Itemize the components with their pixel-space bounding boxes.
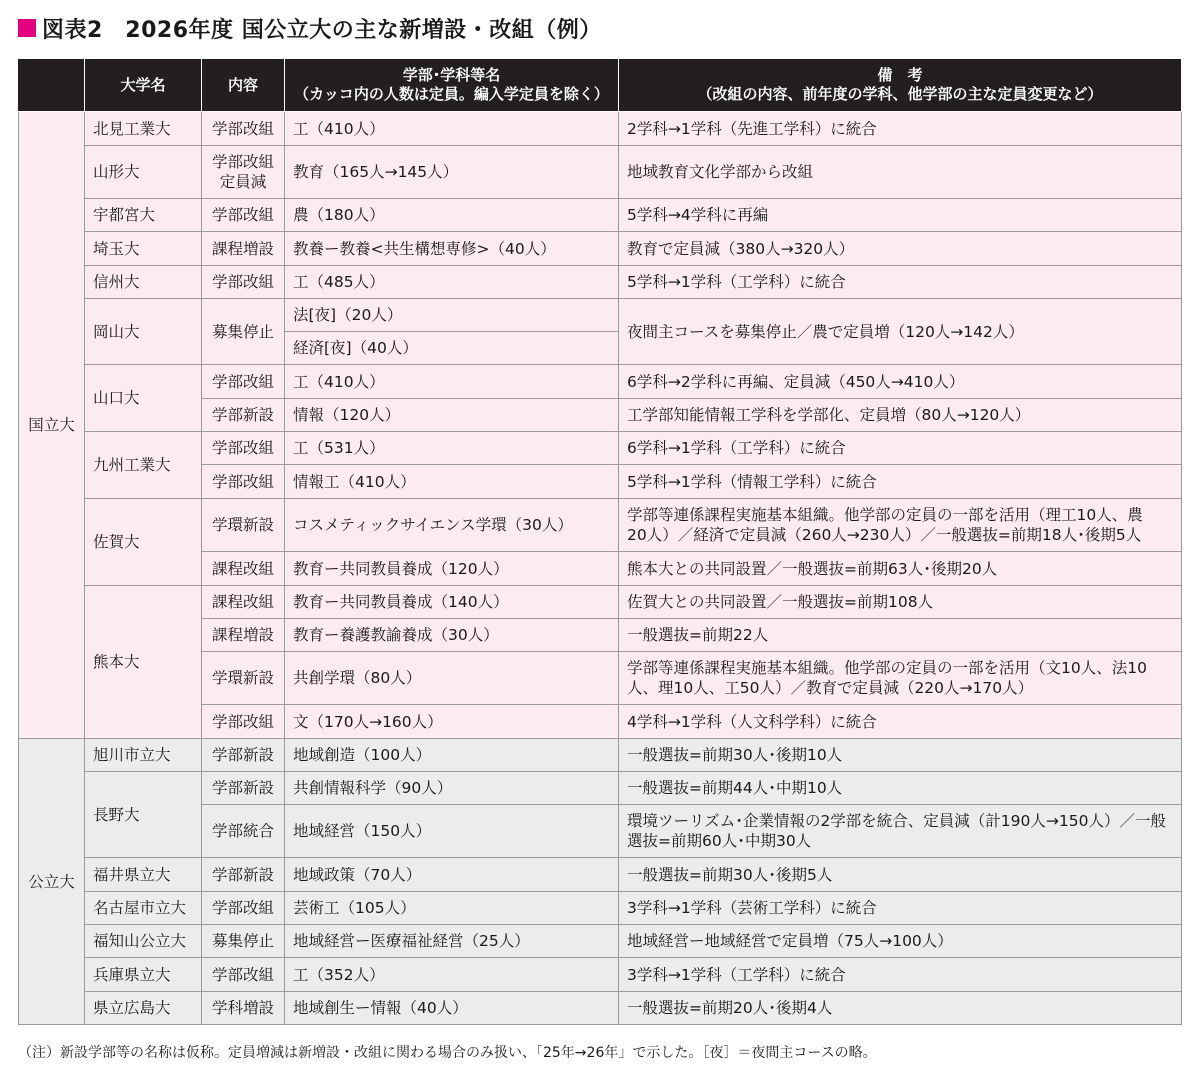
- content-type: [202, 146, 285, 199]
- remarks: 3学科→1学科（芸術工学科）に統合: [619, 892, 1182, 925]
- university-name: 信州大: [85, 266, 202, 299]
- dept-name: 教育ー共同教員養成（120人）: [285, 552, 619, 586]
- content-type: 学部改組: [202, 958, 285, 992]
- university-name: 県立広島大: [85, 992, 202, 1025]
- dept-name: 工（485人）: [285, 266, 619, 299]
- header-remarks-line2: （改組の内容、前年度の学科、他学部の主な定員変更など）: [697, 85, 1103, 103]
- remarks: 4学科→1学科（人文科学科）に統合: [619, 705, 1182, 739]
- table-header: [19, 59, 1182, 112]
- remarks: 5学科→4学科に再編: [619, 199, 1182, 232]
- remarks: 2学科→1学科（先進工学科）に統合: [619, 112, 1182, 146]
- remarks: 教育で定員減（380人→320人）: [619, 232, 1182, 266]
- table-row: [19, 199, 1182, 232]
- header-dept: [285, 59, 619, 112]
- table-row: [19, 586, 1182, 619]
- dept-name: コスメティックサイエンス学環（30人）: [285, 499, 619, 552]
- remarks: 6学科→2学科に再編、定員減（450人→410人）: [619, 365, 1182, 399]
- content-type: 課程増設: [202, 232, 285, 266]
- university-name: 旭川市立大: [85, 739, 202, 772]
- university-name: 佐賀大: [85, 499, 202, 586]
- dept-name: 地域創生ー情報（40人）: [285, 992, 619, 1025]
- public-section: [19, 739, 1182, 1025]
- dept-name: 教育ー養護教諭養成（30人）: [285, 619, 619, 652]
- table-row: [19, 772, 1182, 805]
- university-name: 宇都宮大: [85, 199, 202, 232]
- dept-name: 地域経営ー医療福祉経営（25人）: [285, 925, 619, 958]
- university-name: 福知山公立大: [85, 925, 202, 958]
- university-name: 長野大: [85, 772, 202, 858]
- content-type: 学部改組: [202, 112, 285, 146]
- content-type: 課程増設: [202, 619, 285, 652]
- table-row: [19, 858, 1182, 892]
- header-dept-line2: （カッコ内の人数は定員。編入学定員を除く）: [294, 85, 609, 103]
- header-dept-line1: 学部･学科等名: [402, 66, 501, 84]
- footnote: （注）新設学部等の名称は仮称。定員増減は新増設・改組に関わる場合のみ扱い、「25年→26年」で示した。［夜］＝夜間主コースの略。: [18, 1045, 877, 1061]
- university-name: 熊本大: [85, 586, 202, 739]
- group-public: 公立大: [19, 739, 85, 1025]
- table-row: [19, 146, 1182, 199]
- dept-name: 教育（165人→145人）: [285, 146, 619, 199]
- university-name: 岡山大: [85, 299, 202, 365]
- content-type: 学部改組: [202, 465, 285, 499]
- remarks: 熊本大との共同設置／一般選抜=前期63人･後期20人: [619, 552, 1182, 586]
- remarks: 3学科→1学科（工学科）に統合: [619, 958, 1182, 992]
- remarks: [619, 805, 1182, 858]
- university-name: 兵庫県立大: [85, 958, 202, 992]
- dept-name: 教育ー共同教員養成（140人）: [285, 586, 619, 619]
- remarks: 一般選抜=前期30人･後期10人: [619, 739, 1182, 772]
- university-name: 名古屋市立大: [85, 892, 202, 925]
- dept-name: 共創学環（80人）: [285, 652, 619, 705]
- table-row: [19, 925, 1182, 958]
- university-name: 埼玉大: [85, 232, 202, 266]
- content-type: 学部改組: [202, 892, 285, 925]
- content-type: 学部新設: [202, 739, 285, 772]
- national-section: [19, 112, 1182, 739]
- table-row: [19, 232, 1182, 266]
- header-university: 大学名: [85, 59, 202, 112]
- remarks-line1: 環境ツーリズム･企業情報の2学部を統合、定員減（計190人→150人）／一般: [627, 812, 1166, 830]
- table-row: [19, 499, 1182, 552]
- content-type: 学環新設: [202, 652, 285, 705]
- dept-name: 地域創造（100人）: [285, 739, 619, 772]
- content-type: 学科増設: [202, 992, 285, 1025]
- content-type: 課程改組: [202, 552, 285, 586]
- title-marker: [18, 19, 36, 37]
- content-type: 学部改組: [202, 705, 285, 739]
- remarks: 5学科→1学科（情報工学科）に統合: [619, 465, 1182, 499]
- university-name: 福井県立大: [85, 858, 202, 892]
- header-blank: [19, 59, 85, 112]
- content-type: 学部改組: [202, 266, 285, 299]
- header-content: 内容: [202, 59, 285, 112]
- table-row: [19, 739, 1182, 772]
- content-type: 学部改組: [202, 199, 285, 232]
- dept-name: 農（180人）: [285, 199, 619, 232]
- remarks: 一般選抜=前期22人: [619, 619, 1182, 652]
- content-type: 募集停止: [202, 299, 285, 365]
- university-name: 山口大: [85, 365, 202, 432]
- dept-name: 工（410人）: [285, 112, 619, 146]
- remarks: [619, 499, 1182, 552]
- remarks: 一般選抜=前期44人･中期10人: [619, 772, 1182, 805]
- remarks: [619, 652, 1182, 705]
- dept-name: 経済[夜]（40人）: [285, 332, 619, 365]
- dept-name: 法[夜]（20人）: [285, 299, 619, 332]
- dept-name: 工（531人）: [285, 432, 619, 465]
- remarks: 一般選抜=前期30人･後期5人: [619, 858, 1182, 892]
- content-type-line2: 定員減: [219, 173, 267, 191]
- table-row: [19, 365, 1182, 399]
- content-type: 学環新設: [202, 499, 285, 552]
- table-row: [19, 992, 1182, 1025]
- figure-title: [18, 12, 602, 44]
- content-type: 募集停止: [202, 925, 285, 958]
- content-type: 課程改組: [202, 586, 285, 619]
- dept-name: 共創情報科学（90人）: [285, 772, 619, 805]
- university-name: 北見工業大: [85, 112, 202, 146]
- universities-table: [18, 58, 1182, 1025]
- remarks: 一般選抜=前期20人･後期4人: [619, 992, 1182, 1025]
- remarks: 地域経営ー地域経営で定員増（75人→100人）: [619, 925, 1182, 958]
- content-type: 学部新設: [202, 399, 285, 432]
- remarks-line1: 学部等連係課程実施基本組織。他学部の定員の一部を活用（文10人、法10: [627, 659, 1147, 677]
- table-row: [19, 266, 1182, 299]
- table-row: [19, 112, 1182, 146]
- dept-name: 文（170人→160人）: [285, 705, 619, 739]
- content-type: 学部改組: [202, 432, 285, 465]
- table-row: [19, 299, 1182, 332]
- dept-name: 工（352人）: [285, 958, 619, 992]
- header-remarks: [619, 59, 1182, 112]
- figure-title-text: 図表2 2026年度 国公立大の主な新増設・改組（例）: [42, 17, 602, 43]
- university-name: 山形大: [85, 146, 202, 199]
- dept-name: 情報工（410人）: [285, 465, 619, 499]
- remarks: 5学科→1学科（工学科）に統合: [619, 266, 1182, 299]
- content-type-line1: 学部改組: [211, 153, 274, 171]
- dept-name: 工（410人）: [285, 365, 619, 399]
- dept-name: 地域政策（70人）: [285, 858, 619, 892]
- table-row: [19, 432, 1182, 465]
- remarks: 工学部知能情報工学科を学部化、定員増（80人→120人）: [619, 399, 1182, 432]
- header-remarks-line1: 備 考: [877, 66, 923, 84]
- content-type: 学部統合: [202, 805, 285, 858]
- university-name: 九州工業大: [85, 432, 202, 499]
- remarks: 夜間主コースを募集停止／農で定員増（120人→142人）: [619, 299, 1182, 365]
- dept-name: 芸術工（105人）: [285, 892, 619, 925]
- content-type: 学部新設: [202, 858, 285, 892]
- remarks-line2: 20人）／経済で定員減（260人→230人）／一般選抜=前期18人･後期5人: [627, 526, 1142, 544]
- content-type: 学部新設: [202, 772, 285, 805]
- group-national: 国立大: [19, 112, 85, 739]
- remarks-line2: 選抜=前期60人･中期30人: [627, 832, 812, 850]
- remarks: 6学科→1学科（工学科）に統合: [619, 432, 1182, 465]
- content-type: 学部改組: [202, 365, 285, 399]
- table-row: [19, 958, 1182, 992]
- remarks: 佐賀大との共同設置／一般選抜=前期108人: [619, 586, 1182, 619]
- dept-name: 情報（120人）: [285, 399, 619, 432]
- dept-name: 教養ー教養<共生構想専修>（40人）: [285, 232, 619, 266]
- dept-name: 地域経営（150人）: [285, 805, 619, 858]
- remarks-line2: 人、理10人、工50人）／教育で定員減（220人→170人）: [627, 679, 1034, 697]
- remarks: 地域教育文化学部から改組: [619, 146, 1182, 199]
- table-row: [19, 892, 1182, 925]
- remarks-line1: 学部等連係課程実施基本組織。他学部の定員の一部を活用（理工10人、農: [627, 506, 1143, 524]
